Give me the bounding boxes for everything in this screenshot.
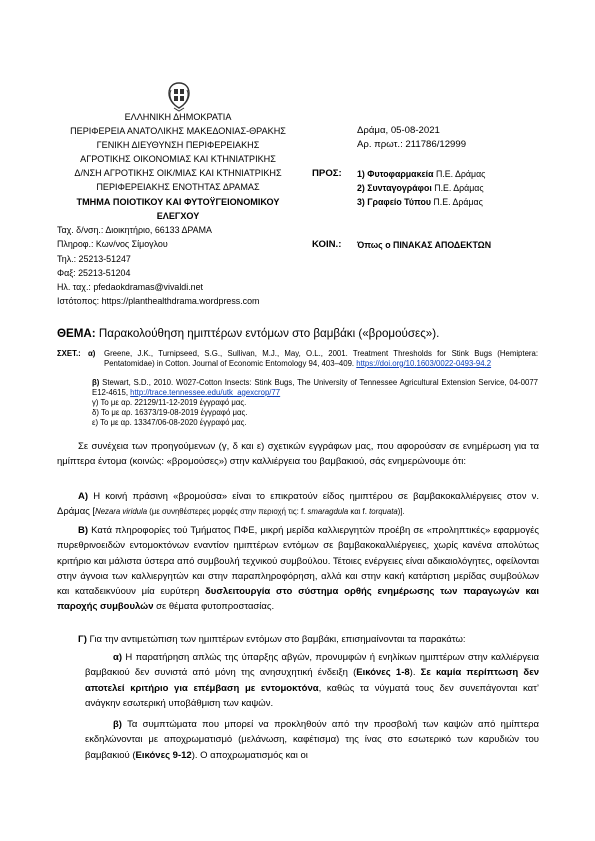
header-line: ΓΕΝΙΚΗ ΔΙΕΥΘΥΝΣΗ ΠΕΡΙΦΕΡΕΙΑΚΗΣ bbox=[96, 140, 260, 150]
recipient: 1) Φυτοφαρμακεία Π.Ε. Δράμας bbox=[357, 169, 486, 179]
paragraph-c: Γ) Για την αντιμετώπιση των ημιπτέρων εντόμων στο βαμβάκι, επισημαίνονται τα παρακάτω: bbox=[78, 634, 466, 645]
department-name: ΕΛΕΓΧΟΥ bbox=[156, 211, 200, 221]
paragraph-b: Β) Κατά πληροφορίες τού Τμήματος ΠΦΕ, μικρή μερίδα καλλιεργητών προέβη σε «προληπτικές» εφαρμογές πυρεθρινοειδών εντομοκτόνων εναντίον ημιπτέρων εντόμων σε βαμβακοκαλλιέργειες, χωρίς κανένα απολύτως κριτήριο και μάλιστα ύστερα από συμβουλή τεχνικού συμβούλου. Τέτοιες ενέργειες είναι αδικαιολόγητες, οφείλονται στην άγνοια των καλλιεργητών και στην παραπληροφόρηση, αλλά και στην κακή κατάρτιση μερίδας συμβούλων και καταδεικνύουν μία ευρύτερη δυσλειτουργία στο σύστημα ορθής ενημέρωσης των παραγωγών και παροχής συμβουλών σε θέματα φυτοπροστασίας. bbox=[57, 525, 539, 613]
recipient: 2) Συνταγογράφοι Π.Ε. Δράμας bbox=[357, 183, 484, 193]
header-line: ΠΕΡΙΦΕΡΕΙΑ ΑΝΑΤΟΛΙΚΗΣ ΜΑΚΕΔΟΝΙΑΣ-ΘΡΑΚΗΣ bbox=[70, 126, 286, 136]
email: Ηλ. ταχ.: pfedaokdramas@vivaldi.net bbox=[57, 282, 203, 292]
paragraph-a: Α) Η κοινή πράσινη «βρομούσα» είναι το επικρατούν είδος ημιπτέρου σε βαμβακοκαλλιέργειες στον ν. Δράμας [Nezara viridula (με συνηθέστερες μορφές στην περιοχή τις: f. smaragdula και f. torquata)]. bbox=[57, 491, 539, 518]
protocol-number: Αρ. πρωτ.: 211786/12999 bbox=[357, 139, 467, 150]
header-line: ΑΓΡΟΤΙΚΗΣ ΟΙΚΟΝΟΜΙΑΣ ΚΑΙ ΚΤΗΝΙΑΤΡΙΚΗΣ bbox=[80, 154, 276, 164]
header-line: Δ/ΝΣΗ ΑΓΡΟΤΙΚΗΣ ΟΙΚ/ΜΙΑΣ ΚΑΙ ΚΤΗΝΙΑΤΡΙΚΗΣ bbox=[74, 168, 282, 178]
references-label: ΣΧΕΤ.: bbox=[57, 349, 81, 358]
reference-a: Greene, J.K., Turnipseed, S.G., Sullivan, M.J., May, O.L., 2001. Treatment Thresholds for Stink Bugs (Hemiptera: Pentatomidae) in Cotton. Journal of Economic Entomology 94, 403–409. https://doi.org/10.1603/0022-0493-94.2 bbox=[104, 349, 538, 368]
recipient: 3) Γραφείο Τύπου Π.Ε. Δράμας bbox=[357, 197, 483, 207]
reference-b: β) Stewart, S.D., 2010. W027-Cotton Insects: Stink Bugs, The University of Tennessee Agricultural Extension Service, 04-0077 E12-4615, http://trace.tennessee.edu/utk_agexcrop/77 bbox=[92, 378, 538, 397]
cc-value: Όπως ο ΠΙΝΑΚΑΣ ΑΠΟΔΕΚΤΩΝ bbox=[357, 240, 492, 250]
reference-d: δ) Το με αρ. 16373/19-08-2019 έγγραφό μας. bbox=[92, 408, 248, 417]
website: Ιστότοπος: https://planthealthdrama.wordpress.com bbox=[57, 296, 260, 306]
cc-label: ΚΟΙΝ.: bbox=[312, 239, 342, 250]
doi-link[interactable]: https://doi.org/10.1603/0022-0493-94.2 bbox=[356, 358, 492, 368]
tennessee-link[interactable]: http://trace.tennessee.edu/utk_agexcrop/77 bbox=[130, 387, 281, 397]
subject-line: ΘΕΜΑ: Παρακολούθηση ημιπτέρων εντόμων στο βαμβάκι («βρομούσες»). bbox=[57, 327, 440, 340]
paragraph-c-a: α) Η παρατήρηση απλώς της ύπαρξης αβγών, προνυμφών ή ενηλίκων ημιπτέρων στην καλλιέργεια βαμβακιού δεν συνιστά από μόνη της ανησυχητική ένδειξη (Εικόνες 1-8). Σε καμία περίπτωση δεν αποτελεί κριτήριο για επέμβαση με εντομοκτόνα, καθώς τα νύγματά τους δεν συνεπάγονται κατ’ ανάγκην εσωτερική υποβάθμιση των καψών. bbox=[85, 652, 539, 709]
header-line: ΠΕΡΙΦΕΡΕΙΑΚΗΣ ΕΝΟΤΗΤΑΣ ΔΡΑΜΑΣ bbox=[96, 182, 260, 192]
greek-emblem-icon bbox=[164, 80, 194, 112]
reference-e: ε) Το με αρ. 13347/06-08-2020 έγγραφό μας. bbox=[92, 418, 247, 427]
address: Ταχ. δ/νση.: Διοικητήριο, 66133 ΔΡΑΜΑ bbox=[57, 225, 212, 235]
contact-person: Πληροφ.: Κων/νος Σίμογλου bbox=[57, 239, 168, 249]
header-line: ΕΛΛΗΝΙΚΗ ΔΗΜΟΚΡΑΤΙΑ bbox=[124, 112, 232, 122]
fax: Φαξ: 25213-51204 bbox=[57, 268, 131, 278]
ref-label: α) bbox=[88, 349, 96, 358]
to-label: ΠΡΟΣ: bbox=[312, 168, 342, 179]
document-date: Δράμα, 05-08-2021 bbox=[357, 125, 440, 136]
paragraph-c-b: β) Τα συμπτώματα που μπορεί να προκληθούν από την προσβολή των καψών από ημίπτερα εκδηλώνονται με αποχρωματισμό (μελάνωση, καφέτισμα) της ίνας στο εσωτερικό των καρυδιών του βαμβακιού (Εικόνες 9-12). Ο αποχρωματισμός και οι bbox=[85, 719, 539, 761]
department-name: ΤΜΗΜΑ ΠΟΙΟΤΙΚΟΥ ΚΑΙ ΦΥΤΟΫΓΕΙΟΝΟΜΙΚΟΥ bbox=[76, 197, 280, 207]
intro-paragraph: Σε συνέχεια των προηγούμενων (γ, δ και ε) σχετικών εγγράφων μας, που αφορούσαν σε ενημέρωση για τα ημίπτερα έντομα (κοινώς: «βρομούσες») στην καλλιέργεια του βαμβακιού, σάς ενημερώνουμε ότι: bbox=[57, 441, 539, 468]
phone: Τηλ.: 25213-51247 bbox=[57, 254, 131, 264]
reference-c: γ) Το με αρ. 22129/11-12-2019 έγγραφό μας. bbox=[92, 398, 247, 407]
